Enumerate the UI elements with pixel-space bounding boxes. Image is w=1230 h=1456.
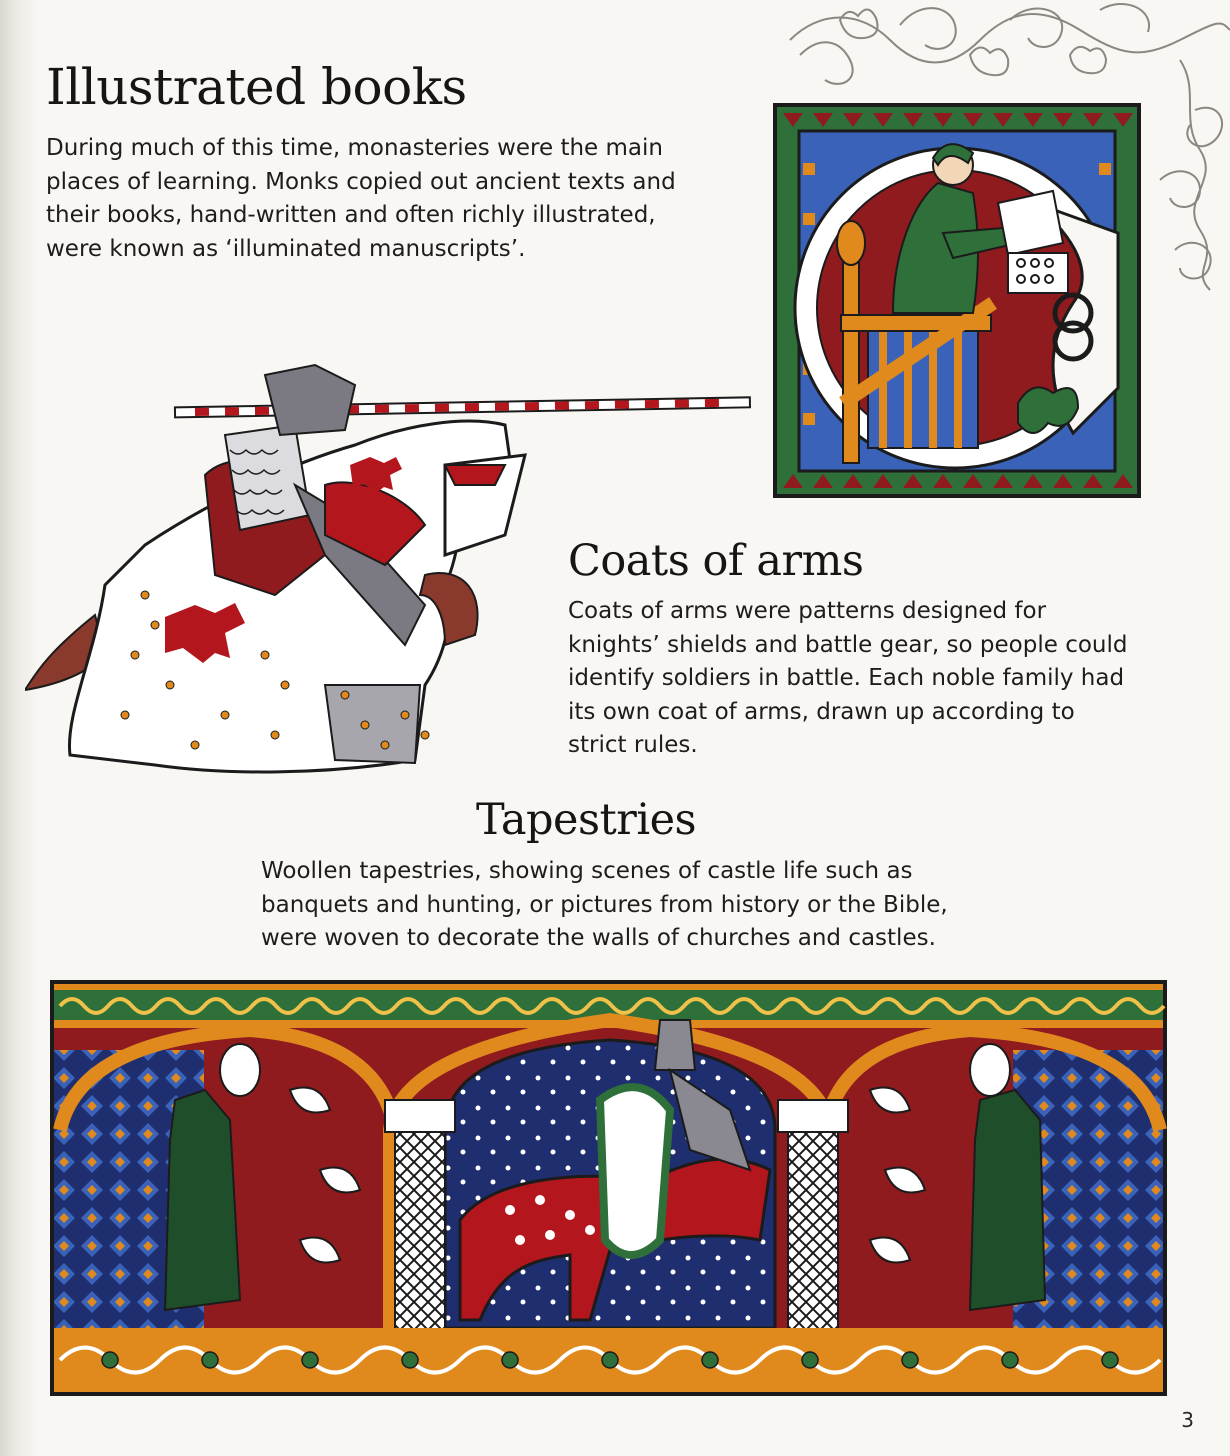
coats-of-arms-text: Coats of arms were patterns designed for knights’ shields and battle gear, so people could identify soldiers in battle. Each noble family had its own coat of arms, drawn up according to strict rules.: [568, 598, 1128, 758]
illustrated-books-heading: Illustrated books: [46, 58, 467, 116]
illustrated-books-text: During much of this time, monasteries were the main places of learning. Monks copied out ancient texts and their books, hand-written and often richly illustrated, were known as ‘illuminated manuscripts’.: [46, 135, 676, 262]
tapestries-heading: Tapestries: [476, 795, 697, 845]
tapestries-text: Woollen tapestries, showing scenes of castle life such as banquets and hunting, or pictures from history or the Bible, were woven to decorate the walls of churches and castles.: [261, 858, 948, 951]
page-number: 3: [1181, 1408, 1194, 1432]
coats-of-arms-heading: Coats of arms: [568, 536, 864, 586]
illuminated-letter-scribe-illustration: [773, 103, 1141, 498]
tapestry-illustration: [50, 980, 1167, 1396]
